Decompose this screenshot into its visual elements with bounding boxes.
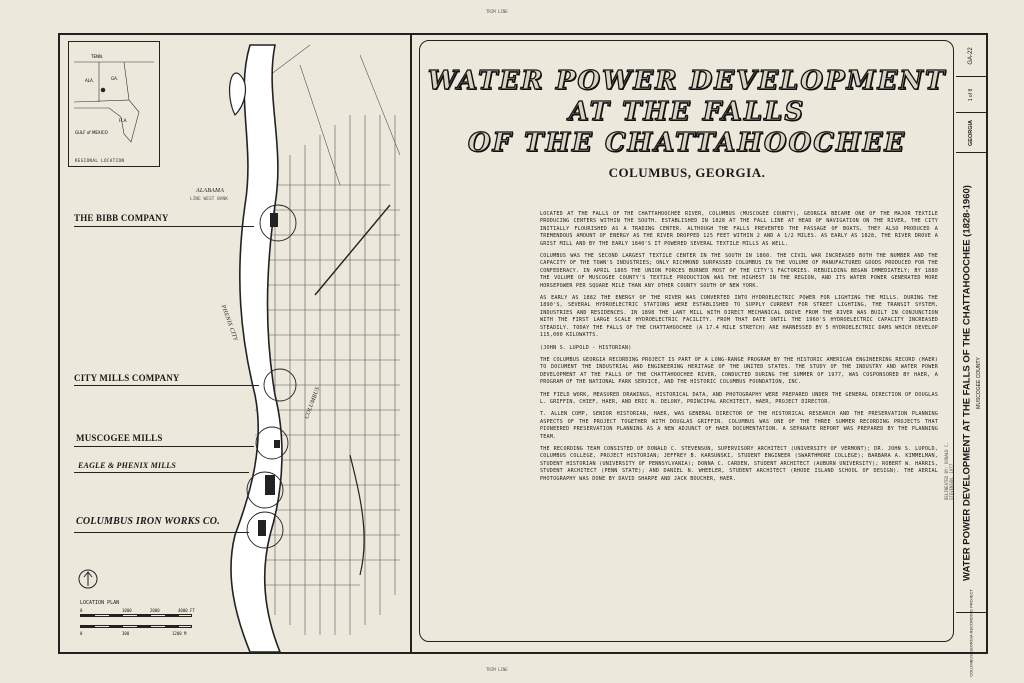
scale-label: 2000: [150, 608, 160, 613]
leader-line: [74, 385, 259, 386]
scale-bar: [80, 614, 192, 617]
paragraph-credit: (JOHN S. LUPOLD - HISTORIAN): [540, 344, 632, 351]
regional-location-inset: [68, 41, 160, 167]
trim-line-top: TRIM LINE: [486, 9, 508, 14]
state-cell: GEORGIA: [956, 113, 986, 153]
scale-label: 0: [80, 608, 83, 613]
svg-text:GULF of MEXICO: GULF of MEXICO: [75, 130, 108, 135]
legend-title: LOCATION PLAN: [80, 600, 120, 606]
leader-line: [74, 446, 254, 447]
paragraph: AS EARLY AS 1882 THE ENERGY OF THE RIVER WAS CONVERTED INTO HYDROELECTRIC POWER FOR LIGHTING THE MILLS. DURING THE 1890'S, SEVERAL HYDROELECTRIC STATIONS WERE ESTABLISHED TO SUPPLY CURRENT FOR STREET LIGHTING, THE TRANSIT SYSTEM, INDUSTRIES AND RESIDENCES. IN 1898 THE LANT MILL WITH DIRECT MECHANICAL DRIVE FROM THE RIVER WAS BUILT IN CONJUNCTION WITH THE FIRST LARGE SCALE HYDROELECTRIC FACILITY. FROM THAT DATE UNTIL THE 1960'S HYDROELECTRIC CAPACITY INCREASED STEADILY. TODAY THE FALLS OF THE CHATTAHOOCHEE (A 17.4 MILE STRETCH) ARE HARNESSED BY 5 HYDROELECTRIC DAMS WHICH DEVELOP 115,000 KILOWATTS.: [540, 295, 938, 339]
paragraph: T. ALLEN COMP, SENIOR HISTORIAN, HAER, WAS GENERAL DIRECTOR OF THE HISTORICAL RESEARCH AND THE PRESERVATION PLANNING ASPECTS OF THE PROJECT TOGETHER WITH DOUGLAS GRIFFIN. COLUMBUS WAS ONE OF THE THREE SUMMER RECORDING PROJECTS THAT PIONEERED PRESERVATION PLANNING AS A NEW ADJUNCT OF HAER DOCUMENTATION. A SEPARATE REPORT WAS PREPARED BY THE PLANNING TEAM.: [540, 411, 938, 440]
scale-label: 1000: [122, 608, 132, 613]
chattahoochee-river: [231, 45, 282, 652]
paragraph: THE FIELD WORK, MEASURED DRAWINGS, HISTORICAL DATA, AND PHOTOGRAPHY WERE PREPARED UNDER THE GENERAL DIRECTION OF DOUGLAS L. GRIFFIN, CHIEF, HAER, AND ERIC N. DELONY, PRINCIPAL ARCHITECT, HAER, PROJECT DIRECTOR.: [540, 391, 938, 405]
title-block: [956, 35, 986, 677]
label-muscogee-mills: MUSCOGEE MILLS: [76, 433, 163, 443]
label-line-west-bank: LINE WEST BANK: [190, 197, 228, 202]
leader-line: [74, 532, 249, 533]
scale-label: 0: [80, 631, 83, 636]
svg-text:GA.: GA.: [111, 76, 119, 81]
svg-text:ALA.: ALA.: [85, 78, 94, 83]
label-bibb-company: THE BIBB COMPANY: [74, 213, 169, 223]
title-line-2: AT THE FALLS: [568, 97, 806, 127]
inset-caption: REGIONAL LOCATION: [75, 158, 125, 163]
paragraph: COLUMBUS WAS THE SECOND LARGEST TEXTILE CENTER IN THE SOUTH IN 1860. THE CIVIL WAR INCREASED BOTH THE NUMBER AND THE CAPACITY OF THE TOWN'S INDUSTRIES; ONLY RICHMOND SURPASSED COLUMBUS IN THE VOLUME OF MANUFACTURED GOODS PRODUCED FOR THE CONFEDERACY. IN APRIL 1865 THE UNION FORCES BURNED MOST OF THE CITY'S FACTORIES. REBUILDING BEGAN IMMEDIATELY; BY 1880 THE VOLUME OF MUSCOGEE COUNTY'S TEXTILE PRODUCTION WAS THE HIGHEST IN THE REGION, AND ITS WATER POWER GENERATED MORE HORSEPOWER PER SQUARE MILE THAN ANY OTHER COUNTY SOUTH OF NEW YORK.: [540, 253, 938, 289]
project-cell: COLUMBUS GEORGIA RECORDING PROJECT: [968, 588, 974, 677]
subtitle: COLUMBUS, GEORGIA.: [608, 165, 766, 180]
drawing-title-cell: WATER POWER DEVELOPMENT AT THE FALLS OF THE CHATTAHOOCHEE (1828-1960) MUSCOGEE COUNTY: [956, 153, 986, 613]
delineator-note: DELINEATED BY: DONALD C. STEVENSON, 1977: [944, 442, 954, 500]
haer-number-cell: GA-22: [956, 35, 986, 77]
southeast-states-map: [69, 42, 159, 152]
history-text: [540, 211, 938, 488]
label-alabama: ALABAMA: [196, 188, 225, 194]
paragraph: LOCATED AT THE FALLS OF THE CHATTAHOOCHEE RIVER, COLUMBUS (MUSCOGEE COUNTY), GEORGIA BECAME ONE OF THE MAJOR TEXTILE PRODUCING CENTERS WITHIN THE SOUTH. ESTABLISHED IN 1828 AT THE FALL LINE AT HEAD OF NAVIGATION ON THE RIVER, THE CITY INITIALLY FLOURISHED AS A TRADING CENTER. ALTHOUGH THE FALLS PREVENTED THE PASSAGE OF BOATS, THEY ALSO PRODUCED A TREMENDOUS AMOUNT OF ENERGY AS THE RIVER DROPPED 125 FEET WITHIN 2 AND A 1/2 MILES. AS EARLY AS 1828, THE RIVER DROVE A GRIST MILL AND BY THE EARLY 1840'S IT POWERED SEVERAL TEXTILE MILLS AS WELL.: [540, 211, 938, 247]
leader-line: [74, 472, 249, 473]
paragraph: THE COLUMBUS GEORGIA RECORDING PROJECT IS PART OF A LONG-RANGE PROGRAM BY THE HISTORIC AMERICAN ENGINEERING RECORD (HAER) TO DOCUMENT THE INDUSTRIAL AND ENGINEERING HERITAGE OF THE UNITED STATES. THE STUDY OF THE INDUSTRY AND WATER POWER DEVELOPMENT AT THE FALLS OF THE CHATTAHOOCHEE RIVER, CONDUCTED DURING THE SUMMER OF 1977, WAS COSPONSORED BY HAER, A PROGRAM OF THE NATIONAL PARK SERVICE, AND THE HISTORIC COLUMBUS FOUNDATION, INC.: [540, 356, 938, 386]
label-phenix-city: PHENIX CITY: [219, 304, 239, 342]
label-city-mills: CITY MILLS COMPANY: [74, 373, 180, 383]
svg-text:FLA.: FLA.: [119, 118, 128, 123]
title-line-3: OF THE CHATTAHOOCHEE: [467, 128, 907, 158]
label-eagle-phenix: EAGLE & PHENIX MILLS: [78, 461, 177, 470]
scale-label: 4000 FT: [178, 608, 195, 613]
svg-text:TENN.: TENN.: [91, 54, 104, 59]
scale-label: 1200 M: [172, 631, 187, 636]
leader-line: [74, 226, 254, 227]
label-columbus: COLUMBUS: [304, 386, 322, 420]
sheet-number-cell: 1 of 8: [956, 77, 986, 113]
trim-line-bottom: TRIM LINE: [486, 667, 508, 672]
scale-label: 300: [122, 631, 130, 636]
paragraph: THE RECORDING TEAM CONSISTED OF DONALD C. STEVENSON, SUPERVISORY ARCHITECT (UNIVERSITY OF VERMONT); DR. JOHN S. LUPOLD, COLUMBUS COLLEGE, PROJECT HISTORIAN; JEFFREY B. KARSUNSKI, STUDENT ENGINEER (SWARTHMORE COLLEGE); BARBARA A. KIMMELMAN, STUDENT HISTORIAN (UNIVERSITY OF PENNSYLVANIA); DONNA C. CARDEN, STUDENT ARCHITECT (AUBURN UNIVERSITY); ROBERT W. HARRIS, STUDENT ARCHITECT (PENN STATE); AND DANIEL N. WHEELER, STUDENT ARCHITECT (RHODE ISLAND SCHOOL OF DESIGN). THE AERIAL PHOTOGRAPHY WAS DONE BY DAVID SHARPE AND JACK BOUCHER, HAER.: [540, 445, 938, 482]
title-line-1: WATER POWER DEVELOPMENT: [427, 66, 947, 96]
scale-bar-metric: [80, 625, 192, 628]
label-columbus-iron-works: COLUMBUS IRON WORKS CO.: [76, 516, 220, 527]
